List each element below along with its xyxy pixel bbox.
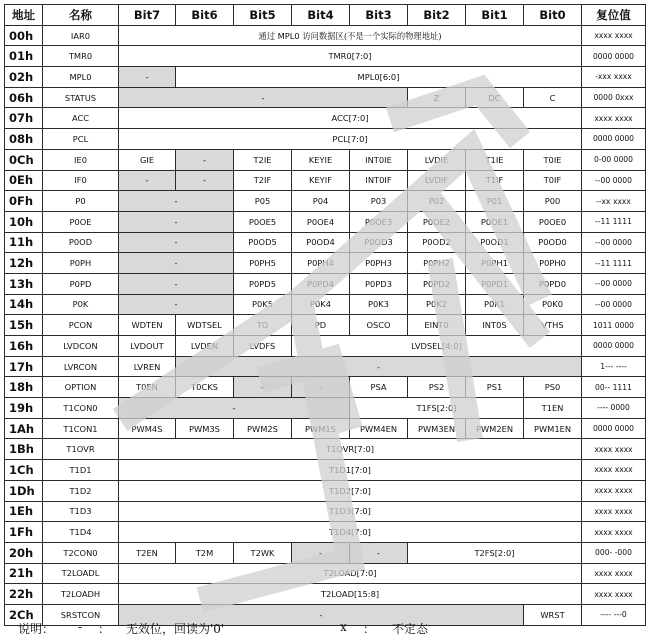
bit-cell: P0OE1 xyxy=(466,211,524,232)
table-row xyxy=(5,87,646,108)
table-row xyxy=(5,108,646,129)
bit-cell: P0PH5 xyxy=(234,253,292,274)
header-row xyxy=(5,5,646,26)
register-name-cell: T2LOADL xyxy=(43,563,119,584)
register-name-cell: T2CON0 xyxy=(43,542,119,563)
bit-cell: INT0IF xyxy=(350,170,408,191)
reserved-bit-cell: - xyxy=(234,377,292,398)
register-table xyxy=(4,4,646,626)
bit-cell: OSCO xyxy=(350,315,408,336)
bit-cell: P05 xyxy=(234,191,292,212)
register-name-cell: T1D1 xyxy=(43,460,119,481)
bit-cell: P00 xyxy=(524,191,582,212)
reset-value-cell: 00-- 1111 xyxy=(582,377,646,398)
header-bit1: Bit1 xyxy=(466,5,524,26)
bit-cell: PWM4EN xyxy=(350,418,408,439)
address-cell: 0Fh xyxy=(5,191,43,212)
table-row xyxy=(5,501,646,522)
register-name-cell: PCON xyxy=(43,315,119,336)
bit-cell: Z xyxy=(408,87,466,108)
register-name-cell: T1D2 xyxy=(43,480,119,501)
bit-cell: P0OE0 xyxy=(524,211,582,232)
address-cell: 13h xyxy=(5,273,43,294)
reset-value-cell: xxxx xxxx xyxy=(582,25,646,46)
reset-value-cell: xxxx xxxx xyxy=(582,522,646,543)
address-cell: 21h xyxy=(5,563,43,584)
reset-value-cell: 0000 0000 xyxy=(582,336,646,357)
address-cell: 1Dh xyxy=(5,480,43,501)
bit-cell: WDTEN xyxy=(119,315,176,336)
reserved-bit-cell: - xyxy=(350,542,408,563)
table-row xyxy=(5,273,646,294)
bit-cell: PS1 xyxy=(466,377,524,398)
register-name-cell: P0PD xyxy=(43,273,119,294)
bit-cell: P0OE4 xyxy=(292,211,350,232)
bit-cell: DC xyxy=(466,87,524,108)
table-row xyxy=(5,439,646,460)
register-name-cell: SRSTCON xyxy=(43,604,119,625)
bit-cell: PWM2EN xyxy=(466,418,524,439)
reset-value-cell: 0-00 0000 xyxy=(582,149,646,170)
table-row xyxy=(5,211,646,232)
reset-value-cell: --00 0000 xyxy=(582,170,646,191)
bit-cell: KEYIF xyxy=(292,170,350,191)
header-bit4: Bit4 xyxy=(292,5,350,26)
reset-value-cell: ---- 0000 xyxy=(582,398,646,419)
register-name-cell: STATUS xyxy=(43,87,119,108)
reserved-bit-cell: - xyxy=(119,232,234,253)
bit-cell: T2M xyxy=(176,542,234,563)
bit-cell: P0PD3 xyxy=(350,273,408,294)
bit-cell: T1EN xyxy=(524,398,582,419)
bit-cell: P04 xyxy=(292,191,350,212)
address-cell: 0Ch xyxy=(5,149,43,170)
address-cell: 18h xyxy=(5,377,43,398)
bit-cell: ACC[7:0] xyxy=(119,108,582,129)
bit-cell: PS2 xyxy=(408,377,466,398)
bit-cell: P0K5 xyxy=(234,294,292,315)
register-name-cell: T1OVR xyxy=(43,439,119,460)
register-name-cell: ACC xyxy=(43,108,119,129)
reset-value-cell: xxxx xxxx xyxy=(582,563,646,584)
bit-cell: LVDFS xyxy=(234,336,292,357)
reset-value-cell: 000- -000 xyxy=(582,542,646,563)
table-row xyxy=(5,253,646,274)
bit-cell: WDTSEL xyxy=(176,315,234,336)
bit-cell: T2IE xyxy=(234,149,292,170)
bit-cell: T1D4[7:0] xyxy=(119,522,582,543)
bit-cell: P0OE3 xyxy=(350,211,408,232)
reserved-bit-cell: - xyxy=(119,604,524,625)
register-name-cell: MPL0 xyxy=(43,67,119,88)
bit-cell: T1D3[7:0] xyxy=(119,501,582,522)
address-cell: 01h xyxy=(5,46,43,67)
table-row xyxy=(5,149,646,170)
reset-value-cell: --11 1111 xyxy=(582,211,646,232)
bit-cell: P0K0 xyxy=(524,294,582,315)
reserved-bit-cell: - xyxy=(119,67,176,88)
bit-cell: LVDSEL[4:0] xyxy=(292,336,582,357)
table-row xyxy=(5,356,646,377)
bit-cell: P0PH0 xyxy=(524,253,582,274)
reserved-bit-cell: - xyxy=(119,253,234,274)
bit-cell: P02 xyxy=(408,191,466,212)
reserved-bit-cell: - xyxy=(119,170,176,191)
address-cell: 10h xyxy=(5,211,43,232)
address-cell: 02h xyxy=(5,67,43,88)
reserved-bit-cell: - xyxy=(176,149,234,170)
reset-value-cell: ---- ---0 xyxy=(582,604,646,625)
bit-cell: VTHS xyxy=(524,315,582,336)
register-name-cell: T2LOADH xyxy=(43,584,119,605)
bit-cell: LVDIE xyxy=(408,149,466,170)
table-row xyxy=(5,191,646,212)
note-dash-symbol: - xyxy=(78,620,83,634)
register-name-cell: T1CON1 xyxy=(43,418,119,439)
bit-cell: P0PD1 xyxy=(466,273,524,294)
register-name-cell: IAR0 xyxy=(43,25,119,46)
header-bit3: Bit3 xyxy=(350,5,408,26)
bit-cell: LVDOUT xyxy=(119,336,176,357)
address-cell: 17h xyxy=(5,356,43,377)
table-row xyxy=(5,418,646,439)
bit-cell: P0OD1 xyxy=(466,232,524,253)
reset-value-cell: --00 0000 xyxy=(582,294,646,315)
register-name-cell: P0K xyxy=(43,294,119,315)
table-row xyxy=(5,67,646,88)
reset-value-cell: -xxx xxxx xyxy=(582,67,646,88)
bit-cell: T2IF xyxy=(234,170,292,191)
register-rows xyxy=(5,25,646,625)
bit-cell: P0OD0 xyxy=(524,232,582,253)
bit-cell: P0K4 xyxy=(292,294,350,315)
reset-value-cell: xxxx xxxx xyxy=(582,439,646,460)
note-dash-sep: ： xyxy=(98,622,111,636)
bit-cell: P0PD4 xyxy=(292,273,350,294)
bit-cell: PS0 xyxy=(524,377,582,398)
reset-value-cell: --xx xxxx xyxy=(582,191,646,212)
bit-cell: P0K2 xyxy=(408,294,466,315)
reserved-bit-cell: - xyxy=(119,87,408,108)
address-cell: 19h xyxy=(5,398,43,419)
bit-cell: 通过 MPL0 访问数据区(不是一个实际的物理地址) xyxy=(119,25,582,46)
header-reset: 复位值 xyxy=(582,5,646,26)
bit-cell: T1FS[2:0] xyxy=(350,398,524,419)
bit-cell: PWM4S xyxy=(119,418,176,439)
register-name-cell: TMR0 xyxy=(43,46,119,67)
reset-value-cell: 1011 0000 xyxy=(582,315,646,336)
table-row xyxy=(5,522,646,543)
bit-cell: P0OD4 xyxy=(292,232,350,253)
note-x-sep: ： xyxy=(363,622,376,636)
table-row xyxy=(5,46,646,67)
register-name-cell: IF0 xyxy=(43,170,119,191)
bit-cell: P0OE2 xyxy=(408,211,466,232)
table-row xyxy=(5,480,646,501)
bit-cell: C xyxy=(524,87,582,108)
note-x-desc: 不定态 xyxy=(392,622,429,636)
address-cell: 22h xyxy=(5,584,43,605)
table-row xyxy=(5,170,646,191)
bit-cell: P0K1 xyxy=(466,294,524,315)
table-row xyxy=(5,129,646,150)
bit-cell: P0PH2 xyxy=(408,253,466,274)
bit-cell: P0PH3 xyxy=(350,253,408,274)
reset-value-cell: 1--- ---- xyxy=(582,356,646,377)
table-row xyxy=(5,377,646,398)
reserved-bit-cell: - xyxy=(292,542,350,563)
bit-cell: P03 xyxy=(350,191,408,212)
reset-value-cell: xxxx xxxx xyxy=(582,501,646,522)
register-name-cell: P0PH xyxy=(43,253,119,274)
bit-cell: PWM3S xyxy=(176,418,234,439)
reset-value-cell: xxxx xxxx xyxy=(582,480,646,501)
bit-cell: KEYIE xyxy=(292,149,350,170)
bit-cell: T2FS[2:0] xyxy=(408,542,582,563)
bit-cell: T0IF xyxy=(524,170,582,191)
bit-cell: P0PH1 xyxy=(466,253,524,274)
bit-cell: T0CKS xyxy=(176,377,234,398)
bit-cell: PCL[7:0] xyxy=(119,129,582,150)
bit-cell: T2WK xyxy=(234,542,292,563)
header-bit5: Bit5 xyxy=(234,5,292,26)
bit-cell: T1D2[7:0] xyxy=(119,480,582,501)
address-cell: 00h xyxy=(5,25,43,46)
table-row xyxy=(5,398,646,419)
bit-cell: LVDEN xyxy=(176,336,234,357)
reset-value-cell: 0000 0000 xyxy=(582,129,646,150)
register-name-cell: PCL xyxy=(43,129,119,150)
bit-cell: GIE xyxy=(119,149,176,170)
note-x-symbol: x xyxy=(340,620,347,634)
bit-cell: INT0IE xyxy=(350,149,408,170)
bit-cell: T2EN xyxy=(119,542,176,563)
register-name-cell: T1D3 xyxy=(43,501,119,522)
header-bit6: Bit6 xyxy=(176,5,234,26)
reserved-bit-cell: - xyxy=(176,170,234,191)
table-row xyxy=(5,542,646,563)
address-cell: 1Ch xyxy=(5,460,43,481)
address-cell: 11h xyxy=(5,232,43,253)
address-cell: 12h xyxy=(5,253,43,274)
table-row xyxy=(5,460,646,481)
reset-value-cell: xxxx xxxx xyxy=(582,584,646,605)
header-bit2: Bit2 xyxy=(408,5,466,26)
bit-cell: P0OD3 xyxy=(350,232,408,253)
bit-cell: PSA xyxy=(350,377,408,398)
reset-value-cell: xxxx xxxx xyxy=(582,108,646,129)
bit-cell: TO xyxy=(234,315,292,336)
bit-cell: T1D1[7:0] xyxy=(119,460,582,481)
bit-cell: P0OD2 xyxy=(408,232,466,253)
bit-cell: P0PD5 xyxy=(234,273,292,294)
address-cell: 06h xyxy=(5,87,43,108)
address-cell: 07h xyxy=(5,108,43,129)
note-dash-desc: 无效位，回读为'0' xyxy=(126,622,225,636)
register-name-cell: LVDCON xyxy=(43,336,119,357)
reset-value-cell: xxxx xxxx xyxy=(582,460,646,481)
bit-cell: PD xyxy=(292,315,350,336)
bit-cell: TMR0[7:0] xyxy=(119,46,582,67)
table-row xyxy=(5,294,646,315)
reset-value-cell: 0000 0000 xyxy=(582,418,646,439)
bit-cell: WRST xyxy=(524,604,582,625)
reserved-bit-cell: - xyxy=(119,191,234,212)
register-name-cell: P0OD xyxy=(43,232,119,253)
address-cell: 16h xyxy=(5,336,43,357)
bit-cell: PWM1S xyxy=(292,418,350,439)
reserved-bit-cell: - xyxy=(119,273,234,294)
register-name-cell: LVRCON xyxy=(43,356,119,377)
bit-cell: LVDIF xyxy=(408,170,466,191)
register-name-cell: P0OE xyxy=(43,211,119,232)
table-row xyxy=(5,584,646,605)
register-name-cell: IE0 xyxy=(43,149,119,170)
reserved-bit-cell: - xyxy=(119,398,350,419)
reset-value-cell: --00 0000 xyxy=(582,232,646,253)
reset-value-cell: 0000 0xxx xyxy=(582,87,646,108)
header-name: 名称 xyxy=(43,5,119,26)
bit-cell: P0PH4 xyxy=(292,253,350,274)
table-row xyxy=(5,336,646,357)
bit-cell: T2LOAD[7:0] xyxy=(119,563,582,584)
reserved-bit-cell: - xyxy=(119,294,234,315)
bit-cell: PWM1EN xyxy=(524,418,582,439)
reserved-bit-cell: - xyxy=(176,356,582,377)
bit-cell: P01 xyxy=(466,191,524,212)
address-cell: 1Bh xyxy=(5,439,43,460)
register-name-cell: OPTION xyxy=(43,377,119,398)
address-cell: 15h xyxy=(5,315,43,336)
reset-value-cell: --11 1111 xyxy=(582,253,646,274)
bit-cell: LVREN xyxy=(119,356,176,377)
address-cell: 08h xyxy=(5,129,43,150)
address-cell: 0Eh xyxy=(5,170,43,191)
bit-cell: T1OVR[7:0] xyxy=(119,439,582,460)
bit-cell: PWM2S xyxy=(234,418,292,439)
bit-cell: P0K3 xyxy=(350,294,408,315)
register-name-cell: P0 xyxy=(43,191,119,212)
note-label: 说明： xyxy=(18,622,55,636)
header-bit0: Bit0 xyxy=(524,5,582,26)
reset-value-cell: --00 0000 xyxy=(582,273,646,294)
table-row xyxy=(5,232,646,253)
address-cell: 1Eh xyxy=(5,501,43,522)
address-cell: 2Ch xyxy=(5,604,43,625)
address-cell: 14h xyxy=(5,294,43,315)
bit-cell: MPL0[6:0] xyxy=(176,67,582,88)
bit-cell: INT0S xyxy=(466,315,524,336)
bit-cell: T0IE xyxy=(524,149,582,170)
bit-cell: T0EN xyxy=(119,377,176,398)
reset-value-cell: 0000 0000 xyxy=(582,46,646,67)
table-row xyxy=(5,25,646,46)
address-cell: 1Fh xyxy=(5,522,43,543)
bit-cell: P0PD2 xyxy=(408,273,466,294)
reserved-bit-cell: - xyxy=(292,377,350,398)
bit-cell: T2LOAD[15:8] xyxy=(119,584,582,605)
bit-cell: T1IE xyxy=(466,149,524,170)
bit-cell: P0OD5 xyxy=(234,232,292,253)
reserved-bit-cell: - xyxy=(119,211,234,232)
register-name-cell: T1CON0 xyxy=(43,398,119,419)
bit-cell: T1IF xyxy=(466,170,524,191)
table-row xyxy=(5,315,646,336)
bit-cell: PWM3EN xyxy=(408,418,466,439)
address-cell: 20h xyxy=(5,542,43,563)
bit-cell: P0PD0 xyxy=(524,273,582,294)
address-cell: 1Ah xyxy=(5,418,43,439)
bit-cell: P0OE5 xyxy=(234,211,292,232)
bit-cell: EINT0 xyxy=(408,315,466,336)
register-name-cell: T1D4 xyxy=(43,522,119,543)
header-address: 地址 xyxy=(5,5,43,26)
header-bit7: Bit7 xyxy=(119,5,176,26)
table-row xyxy=(5,563,646,584)
